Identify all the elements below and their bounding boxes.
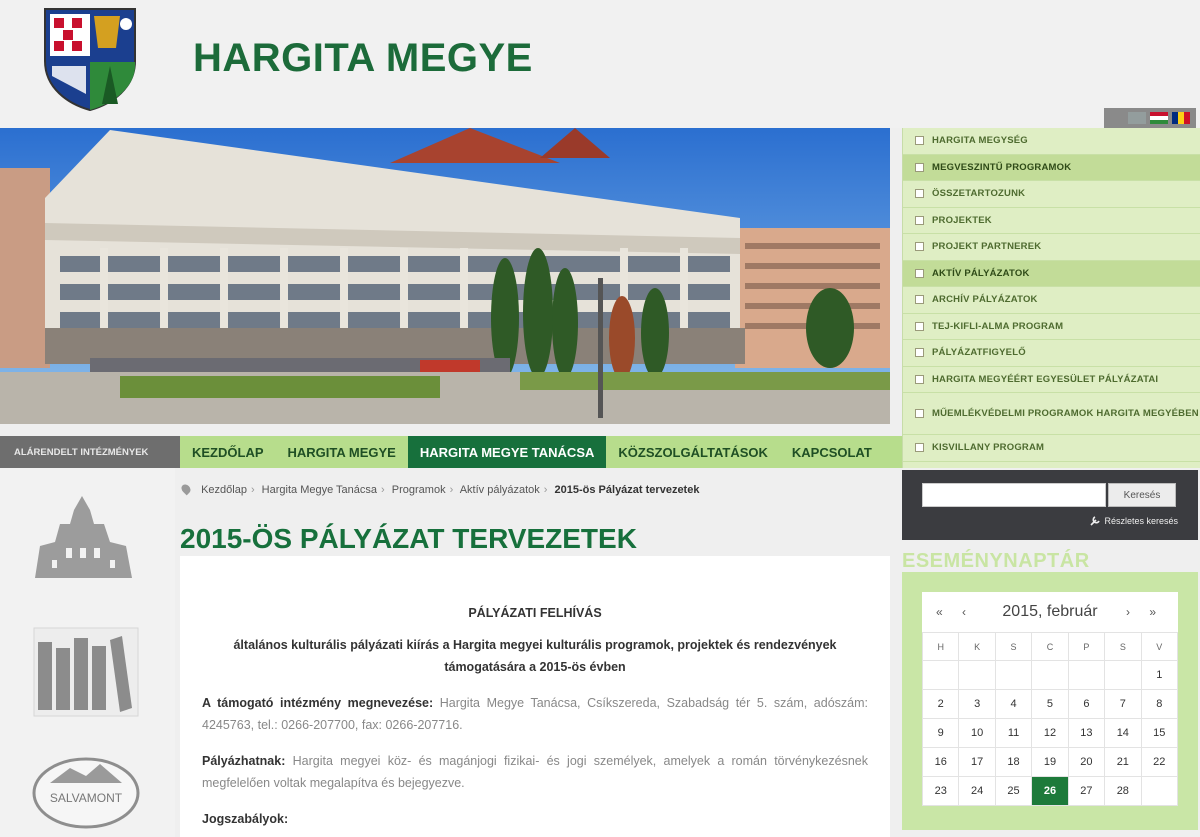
- article-subheading: általános kulturális pályázati kiírás a Hargita megyei kulturális programok, projektek és rendezvények támogatására a 2015-ös évben: [233, 638, 837, 674]
- breadcrumb-item[interactable]: Programok: [391, 484, 446, 496]
- paragraph-label: A támogató intézmény megnevezése:: [202, 696, 434, 710]
- sidebar-item-label: MŰEMLÉKVÉDELMI PROGRAMOK HARGITA MEGYÉBEN: [932, 407, 1199, 419]
- paragraph-label: Jogszabályok:: [202, 812, 289, 826]
- event-calendar: [902, 572, 1198, 830]
- calendar-empty-cell: [1068, 661, 1104, 690]
- calendar-day[interactable]: 27: [1068, 777, 1104, 806]
- sidebar-item-label: AKTÍV PÁLYÁZATOK: [932, 267, 1030, 279]
- calendar-empty-cell: [995, 661, 1031, 690]
- menu-bullet-icon: [915, 189, 924, 198]
- sidebar-item-label: PROJEKTEK: [932, 214, 992, 226]
- flag-hu-icon[interactable]: [1150, 112, 1168, 124]
- sidebar-item-hargita-megyseg[interactable]: [903, 128, 1200, 155]
- sidebar-item-label: MEGVESZINTŰ PROGRAMOK: [932, 161, 1072, 173]
- calendar-day[interactable]: 10: [959, 719, 995, 748]
- search-input[interactable]: [922, 483, 1106, 507]
- weekday-header: C: [1032, 633, 1068, 661]
- breadcrumb-separator: ›: [381, 484, 385, 496]
- page-title: 2015-ÖS PÁLYÁZAT TERVEZETEK: [180, 523, 637, 554]
- article-body: [180, 556, 890, 837]
- calendar-header: [922, 592, 1178, 632]
- nav-item-hargita-megye-tanacsa[interactable]: HARGITA MEGYE TANÁCSA: [408, 436, 607, 468]
- calendar-day[interactable]: 24: [959, 777, 995, 806]
- calendar-day[interactable]: 25: [995, 777, 1031, 806]
- calendar-day[interactable]: 2: [923, 690, 959, 719]
- site-title[interactable]: HARGITA MEGYE: [193, 36, 533, 80]
- calendar-widget: [922, 592, 1178, 806]
- flag-ro-icon[interactable]: [1172, 112, 1190, 124]
- weekday-header: K: [959, 633, 995, 661]
- calendar-empty-cell: [1141, 777, 1177, 806]
- castle-logo[interactable]: [0, 468, 175, 837]
- calendar-day[interactable]: 18: [995, 748, 1031, 777]
- nav-item-kozszolgaltatasok[interactable]: KÖZSZOLGÁLTATÁSOK: [618, 444, 768, 460]
- county-crest-logo[interactable]: [42, 6, 138, 112]
- sidebar-item-tej-kifli-alma[interactable]: [903, 314, 1200, 341]
- article-paragraph: [202, 692, 868, 736]
- calendar-day[interactable]: 14: [1105, 719, 1141, 748]
- left-logo-column: [0, 468, 175, 837]
- breadcrumb-separator: ›: [250, 484, 255, 496]
- sidebar-item-label: HARGITA MEGYÉÉRT EGYESÜLET PÁLYÁZATAI: [932, 373, 1159, 385]
- calendar-empty-cell: [923, 661, 959, 690]
- sidebar-item-label: ÖSSZETARTOZUNK: [932, 188, 1026, 200]
- calendar-next-buttons[interactable]: › »: [1125, 605, 1164, 619]
- menu-bullet-icon: [915, 375, 924, 384]
- calendar-week-row: [923, 748, 1178, 777]
- article-paragraph: [202, 750, 868, 794]
- calendar-week-row: [923, 777, 1178, 806]
- weekday-header: S: [1105, 633, 1141, 661]
- calendar-title: ESEMÉNYNAPTÁR: [902, 550, 1090, 572]
- calendar-day[interactable]: 9: [923, 719, 959, 748]
- menu-bullet-icon: [915, 163, 924, 172]
- calendar-day[interactable]: 23: [923, 777, 959, 806]
- wrench-icon: [1090, 516, 1100, 526]
- banner-photo: [0, 128, 890, 424]
- calendar-day[interactable]: 11: [995, 719, 1031, 748]
- nav-institutions[interactable]: ALÁRENDELT INTÉZMÉNYEK: [0, 436, 180, 468]
- calendar-day[interactable]: 12: [1032, 719, 1068, 748]
- weekday-header: H: [923, 633, 959, 661]
- article-heading: PÁLYÁZATI FELHÍVÁS: [468, 606, 602, 620]
- sidebar-item-label: HARGITA MEGYSÉG: [932, 135, 1028, 147]
- menu-bullet-icon: [915, 242, 924, 251]
- menu-bullet-icon: [915, 269, 924, 278]
- breadcrumb-item[interactable]: Kezdőlap: [201, 484, 247, 496]
- sidebar-item-egyesulet-palyazatai[interactable]: [903, 367, 1200, 394]
- sidebar-item-archiv-palyazatok[interactable]: [903, 287, 1200, 314]
- calendar-month-label: 2015, február: [1002, 603, 1098, 620]
- menu-bullet-icon: [915, 295, 924, 304]
- calendar-day[interactable]: 21: [1105, 748, 1141, 777]
- flag-en-icon[interactable]: [1128, 112, 1146, 124]
- paragraph-text: Hargita Megye Tanácsa, Csíkszereda, Szabadság tér 5. szám, adószám: 4245763, tel.: 0266-207700, fax: 0266-207716.: [202, 696, 868, 732]
- calendar-day[interactable]: 22: [1141, 748, 1177, 777]
- sidebar-item-label: PÁLYÁZATFIGYELŐ: [932, 347, 1026, 359]
- sidebar-item-projekt-partnerek[interactable]: [903, 234, 1200, 261]
- calendar-day[interactable]: 17: [959, 748, 995, 777]
- calendar-day[interactable]: 16: [923, 748, 959, 777]
- sidebar-item-kisvillany[interactable]: [903, 435, 1200, 462]
- sidebar-item-label: KISVILLANY PROGRAM: [932, 442, 1045, 454]
- sidebar-menu: [902, 128, 1200, 468]
- main-nav: [0, 436, 902, 468]
- language-switcher: [1104, 108, 1196, 128]
- article-paragraph: [202, 808, 868, 830]
- calendar-day[interactable]: 5: [1032, 690, 1068, 719]
- calendar-week-row: [923, 719, 1178, 748]
- sidebar-item-aktiv-palyazatok[interactable]: [903, 261, 1200, 288]
- breadcrumb-current: 2015-ös Pályázat tervezetek: [554, 484, 700, 496]
- sidebar-item-palyazatfigyelo[interactable]: [903, 340, 1200, 367]
- paragraph-label: Pályázhatnak:: [202, 754, 286, 768]
- calendar-day[interactable]: 6: [1068, 690, 1104, 719]
- weekday-header: P: [1068, 633, 1104, 661]
- sidebar-item-projektek[interactable]: [903, 208, 1200, 235]
- salvamont-logo-text: SALVAMONT: [49, 791, 123, 805]
- breadcrumb-separator: ›: [449, 484, 454, 496]
- calendar-empty-cell: [1105, 661, 1141, 690]
- breadcrumb: [182, 484, 699, 496]
- calendar-day[interactable]: 20: [1068, 748, 1104, 777]
- weekday-header: S: [995, 633, 1031, 661]
- calendar-day[interactable]: 7: [1105, 690, 1141, 719]
- calendar-day[interactable]: 1: [1141, 661, 1177, 690]
- advanced-search-link[interactable]: [1090, 516, 1178, 526]
- search-button[interactable]: Keresés: [1108, 483, 1176, 507]
- calendar-day[interactable]: 3: [959, 690, 995, 719]
- calendar-prev-buttons[interactable]: « ‹: [936, 605, 975, 619]
- calendar-day[interactable]: 15: [1141, 719, 1177, 748]
- calendar-grid: [922, 632, 1178, 806]
- calendar-day[interactable]: 19: [1032, 748, 1068, 777]
- search-panel: [902, 470, 1198, 540]
- breadcrumb-item[interactable]: Hargita Megye Tanácsa: [261, 484, 378, 496]
- paragraph-text: Hargita megyei köz- és magánjogi fizikai- és jogi személyek, amelyek a román törvénykezésnek megfelelően voltak megalapítva és bejegyezve.: [202, 754, 868, 790]
- breadcrumb-item[interactable]: Aktív pályázatok: [459, 484, 540, 496]
- nav-item-kapcsolat[interactable]: KAPCSOLAT: [791, 444, 872, 460]
- calendar-week-row: [923, 661, 1178, 690]
- sidebar-item-megveszintu-programok[interactable]: [903, 155, 1200, 182]
- menu-bullet-icon: [915, 348, 924, 357]
- calendar-week-row: [923, 690, 1178, 719]
- menu-bullet-icon: [915, 322, 924, 331]
- sidebar-item-label: ARCHÍV PÁLYÁZATOK: [932, 294, 1038, 306]
- sidebar-item-muemlekvedelmi[interactable]: [903, 393, 1200, 435]
- location-pin-icon: [180, 483, 193, 496]
- sidebar-item-label: TEJ-KIFLI-ALMA PROGRAM: [932, 320, 1064, 332]
- advanced-search-label: Részletes keresés: [1104, 516, 1178, 526]
- sidebar-item-label: PROJEKT PARTNEREK: [932, 241, 1042, 253]
- calendar-day[interactable]: 26: [1032, 777, 1068, 806]
- menu-bullet-icon: [915, 443, 924, 452]
- sidebar-item-osszetartozunk[interactable]: [903, 181, 1200, 208]
- calendar-empty-cell: [1032, 661, 1068, 690]
- nav-item-hargita-megye[interactable]: HARGITA MEGYE: [287, 444, 396, 460]
- menu-bullet-icon: [915, 409, 924, 418]
- weekday-header: V: [1141, 633, 1177, 661]
- menu-bullet-icon: [915, 136, 924, 145]
- calendar-day[interactable]: 28: [1105, 777, 1141, 806]
- calendar-empty-cell: [959, 661, 995, 690]
- calendar-day[interactable]: 13: [1068, 719, 1104, 748]
- calendar-day[interactable]: 8: [1141, 690, 1177, 719]
- menu-bullet-icon: [915, 216, 924, 225]
- header: [0, 0, 1200, 128]
- calendar-day[interactable]: 4: [995, 690, 1031, 719]
- nav-item-kezdolap[interactable]: KEZDŐLAP: [192, 444, 264, 460]
- breadcrumb-separator: ›: [543, 484, 548, 496]
